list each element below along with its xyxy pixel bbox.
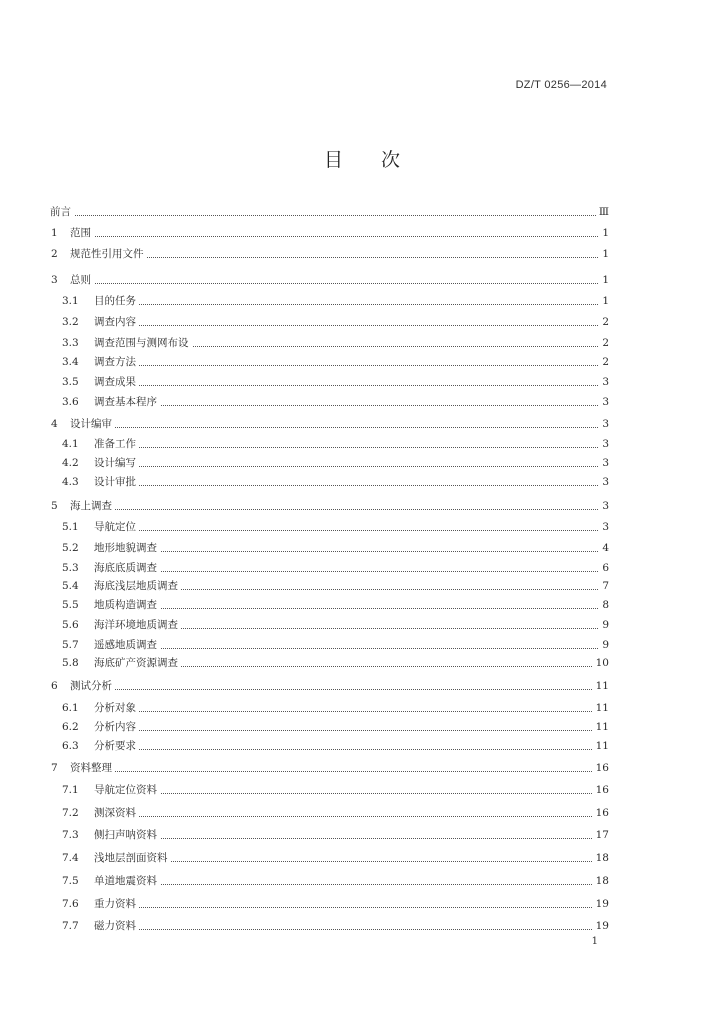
toc-entry-page: 3 (599, 453, 609, 473)
toc-entry-number: 7 (51, 762, 58, 774)
toc-leader-dots (90, 771, 600, 772)
toc-entry-title: 设计审批 (94, 472, 139, 492)
toc-entry-page: 3 (599, 472, 609, 492)
toc-leader-dots (114, 325, 600, 326)
toc-leader-dots (114, 666, 600, 667)
toc-entry-title: 地质构造调查 (94, 595, 160, 615)
toc-leader-dots (114, 608, 600, 609)
toc-entry-page: 7 (599, 576, 609, 596)
toc-entry-number: 5.6 (62, 619, 79, 631)
toc-leader-dots (114, 405, 600, 406)
toc-entry[interactable] (0, 803, 724, 823)
toc-entry-title: 规范性引用文件 (70, 244, 147, 264)
toc-entry-number: 6.1 (62, 702, 79, 714)
toc-entry-number: 3.4 (62, 356, 79, 368)
toc-entry-title: 范围 (70, 223, 94, 243)
toc-entry[interactable] (0, 736, 724, 756)
toc-leader-dots (90, 283, 600, 284)
toc-entry[interactable] (0, 244, 724, 264)
toc-entry-page: 11 (593, 717, 609, 737)
toc-leader-dots (114, 530, 600, 531)
toc-entry-number: 5.5 (62, 599, 79, 611)
toc-leader-dots (114, 884, 600, 885)
toc-leader-dots (114, 551, 600, 552)
toc-entry-number: 6 (51, 680, 58, 692)
toc-leader-dots (90, 689, 600, 690)
toc-entry-title: 侧扫声呐资料 (94, 825, 160, 845)
toc-leader-dots (114, 466, 600, 467)
toc-entry-title: 遥感地质调查 (94, 635, 160, 655)
toc-entry[interactable] (0, 758, 724, 778)
toc-entry-number: 7.4 (62, 852, 79, 864)
toc-entry-page: 18 (593, 848, 609, 868)
toc-entry-page: 3 (599, 434, 609, 454)
toc-entry[interactable] (0, 825, 724, 845)
toc-entry-title: 海上调查 (70, 496, 115, 516)
toc-entry[interactable] (0, 717, 724, 737)
toc-entry-title: 目的任务 (94, 291, 139, 311)
toc-entry[interactable] (0, 414, 724, 434)
toc-entry[interactable] (0, 894, 724, 914)
toc-entry-page: Ⅲ (596, 202, 609, 222)
toc-leader-dots (114, 571, 600, 572)
toc-entry-number: 7.2 (62, 807, 79, 819)
toc-entry-page: 1 (599, 270, 609, 290)
toc-leader-dots (114, 365, 600, 366)
toc-entry-number: 3.6 (62, 396, 79, 408)
toc-leader-dots (90, 509, 600, 510)
toc-entry-number: 4.1 (62, 438, 79, 450)
toc-entry[interactable] (0, 270, 724, 290)
toc-leader-dots (114, 385, 600, 386)
toc-leader-dots (114, 907, 600, 908)
toc-entry-page: 3 (599, 517, 609, 537)
toc-entry-number: 3 (51, 274, 58, 286)
toc-entry[interactable] (0, 312, 724, 332)
toc-leader-dots (114, 929, 600, 930)
toc-leader-dots (114, 861, 600, 862)
toc-entry-title: 磁力资料 (94, 916, 139, 936)
toc-entry[interactable] (0, 653, 724, 673)
toc-entry-number: 3.5 (62, 376, 79, 388)
toc-entry-page: 2 (599, 352, 609, 372)
toc-entry[interactable] (0, 676, 724, 696)
toc-entry[interactable] (0, 871, 724, 891)
toc-entry-title: 海底底质调查 (94, 558, 160, 578)
toc-entry-page: 6 (599, 558, 609, 578)
toc-entry-page: 8 (599, 595, 609, 615)
toc-entry-title: 分析要求 (94, 736, 139, 756)
toc-entry-page: 16 (593, 803, 609, 823)
toc-entry[interactable] (0, 538, 724, 558)
toc-entry-page: 17 (593, 825, 609, 845)
toc-entry-number: 4.2 (62, 457, 79, 469)
toc-entry-number: 5.8 (62, 657, 79, 669)
toc-entry-page: 19 (593, 894, 609, 914)
toc-entry-number: 5.3 (62, 562, 79, 574)
toc-leader-dots (114, 447, 600, 448)
toc-entry-number: 3.1 (62, 295, 79, 307)
toc-entry[interactable] (0, 372, 724, 392)
toc-entry[interactable] (0, 223, 724, 243)
toc-entry[interactable] (0, 916, 724, 936)
toc-entry-title: 浅地层剖面资料 (94, 848, 171, 868)
toc-entry-number: 5.2 (62, 542, 79, 554)
toc-entry-page: 4 (599, 538, 609, 558)
toc-leader-dots (114, 838, 600, 839)
toc-entry-title: 导航定位 (94, 517, 139, 537)
toc-leader-dots (114, 628, 600, 629)
toc-entry-page: 1 (599, 244, 609, 264)
toc-entry-number: 3.3 (62, 337, 79, 349)
toc-entry-number: 4 (51, 418, 58, 430)
toc-entry-number: 6.3 (62, 740, 79, 752)
toc-entry[interactable] (0, 392, 724, 412)
toc-entry[interactable] (0, 576, 724, 596)
toc-entry-title: 测试分析 (70, 676, 115, 696)
toc-entry-page: 18 (593, 871, 609, 891)
toc-entry[interactable] (0, 517, 724, 537)
toc-leader-dots (114, 711, 600, 712)
toc-entry-title: 调查基本程序 (94, 392, 160, 412)
toc-entry-page: 9 (599, 615, 609, 635)
toc-entry-title: 调查方法 (94, 352, 139, 372)
toc-leader-dots (114, 730, 600, 731)
toc-entry-title: 资料整理 (70, 758, 115, 778)
toc-leader-dots (114, 816, 600, 817)
toc-entry[interactable] (0, 333, 724, 353)
toc-entry-page: 19 (593, 916, 609, 936)
toc-entry[interactable] (0, 595, 724, 615)
toc-leader-dots (114, 485, 600, 486)
toc-entry-title: 海底矿产资源调查 (94, 653, 181, 673)
toc-entry-title: 总则 (70, 270, 94, 290)
toc-entry-number: 5.7 (62, 639, 79, 651)
toc-entry-number: 5.4 (62, 580, 79, 592)
toc-entry-page: 3 (599, 392, 609, 412)
toc-entry-page: 11 (593, 698, 609, 718)
toc-entry-number: 5 (51, 500, 58, 512)
toc-leader-dots (114, 749, 600, 750)
toc-entry-title: 准备工作 (94, 434, 139, 454)
toc-entry-number: 5.1 (62, 521, 79, 533)
toc-entry-number: 3.2 (62, 316, 79, 328)
toc-entry-title: 设计编写 (94, 453, 139, 473)
toc-entry-title: 单道地震资料 (94, 871, 160, 891)
toc-entry-title: 分析内容 (94, 717, 139, 737)
toc-entry[interactable] (0, 434, 724, 454)
toc-entry-page: 3 (599, 496, 609, 516)
toc-entry-title: 地形地貌调查 (94, 538, 160, 558)
toc-entry[interactable] (0, 698, 724, 718)
toc-leader-dots (90, 236, 600, 237)
toc-entry[interactable] (0, 558, 724, 578)
toc-leader-dots (90, 427, 600, 428)
toc-entry-title: 重力资料 (94, 894, 139, 914)
toc-entry-page: 9 (599, 635, 609, 655)
toc-entry-number: 7.7 (62, 920, 79, 932)
toc-entry-title: 分析对象 (94, 698, 139, 718)
toc-entry[interactable] (0, 615, 724, 635)
toc-entry[interactable] (0, 472, 724, 492)
toc-entry[interactable] (0, 496, 724, 516)
toc-entry[interactable] (0, 635, 724, 655)
toc-leader-dots (90, 257, 600, 258)
toc-entry[interactable] (0, 453, 724, 473)
toc-entry-number: 4.3 (62, 476, 79, 488)
toc-entry-title: 调查范围与测网布设 (94, 333, 192, 353)
toc-entry[interactable] (0, 352, 724, 372)
toc-entry-title: 设计编审 (70, 414, 115, 434)
toc-entry-page: 10 (593, 653, 609, 673)
toc-entry-title: 海洋环境地质调查 (94, 615, 181, 635)
toc-entry-title: 导航定位资料 (94, 780, 160, 800)
toc-entry-number: 6.2 (62, 721, 79, 733)
toc-entry-page: 11 (593, 676, 609, 696)
toc-entry-number: 7.6 (62, 898, 79, 910)
toc-entry-page: 1 (599, 223, 609, 243)
toc-entry[interactable] (0, 780, 724, 800)
toc-leader-dots (114, 793, 600, 794)
toc-entry-page: 1 (599, 291, 609, 311)
toc-entry-number: 7.5 (62, 875, 79, 887)
page-title: 目次 (323, 149, 438, 171)
toc-entry-page: 16 (593, 780, 609, 800)
toc-leader-dots (114, 304, 600, 305)
toc-entry-title: 前言 (50, 202, 74, 222)
toc-entry[interactable] (0, 848, 724, 868)
toc-entry-page: 16 (593, 758, 609, 778)
toc-entry-title: 测深资料 (94, 803, 139, 823)
toc-entry[interactable] (0, 202, 724, 222)
toc-entry-title: 海底浅层地质调查 (94, 576, 181, 596)
toc-entry-page: 3 (599, 414, 609, 434)
toc-entry-page: 3 (599, 372, 609, 392)
toc-leader-dots (114, 589, 600, 590)
toc-leader-dots (114, 648, 600, 649)
toc-entry-title: 调查成果 (94, 372, 139, 392)
toc-entry-number: 2 (51, 248, 58, 260)
toc-entry[interactable] (0, 291, 724, 311)
toc-entry-number: 1 (51, 227, 58, 239)
toc-entry-page: 2 (599, 312, 609, 332)
toc-entry-page: 2 (599, 333, 609, 353)
page-number: 1 (591, 936, 598, 947)
toc-leader-dots (70, 215, 600, 216)
toc-entry-title: 调查内容 (94, 312, 139, 332)
toc-entry-number: 7.1 (62, 784, 79, 796)
standard-code: DZ/T 0256—2014 (515, 79, 607, 91)
toc-entry-page: 11 (593, 736, 609, 756)
toc-entry-number: 7.3 (62, 829, 79, 841)
